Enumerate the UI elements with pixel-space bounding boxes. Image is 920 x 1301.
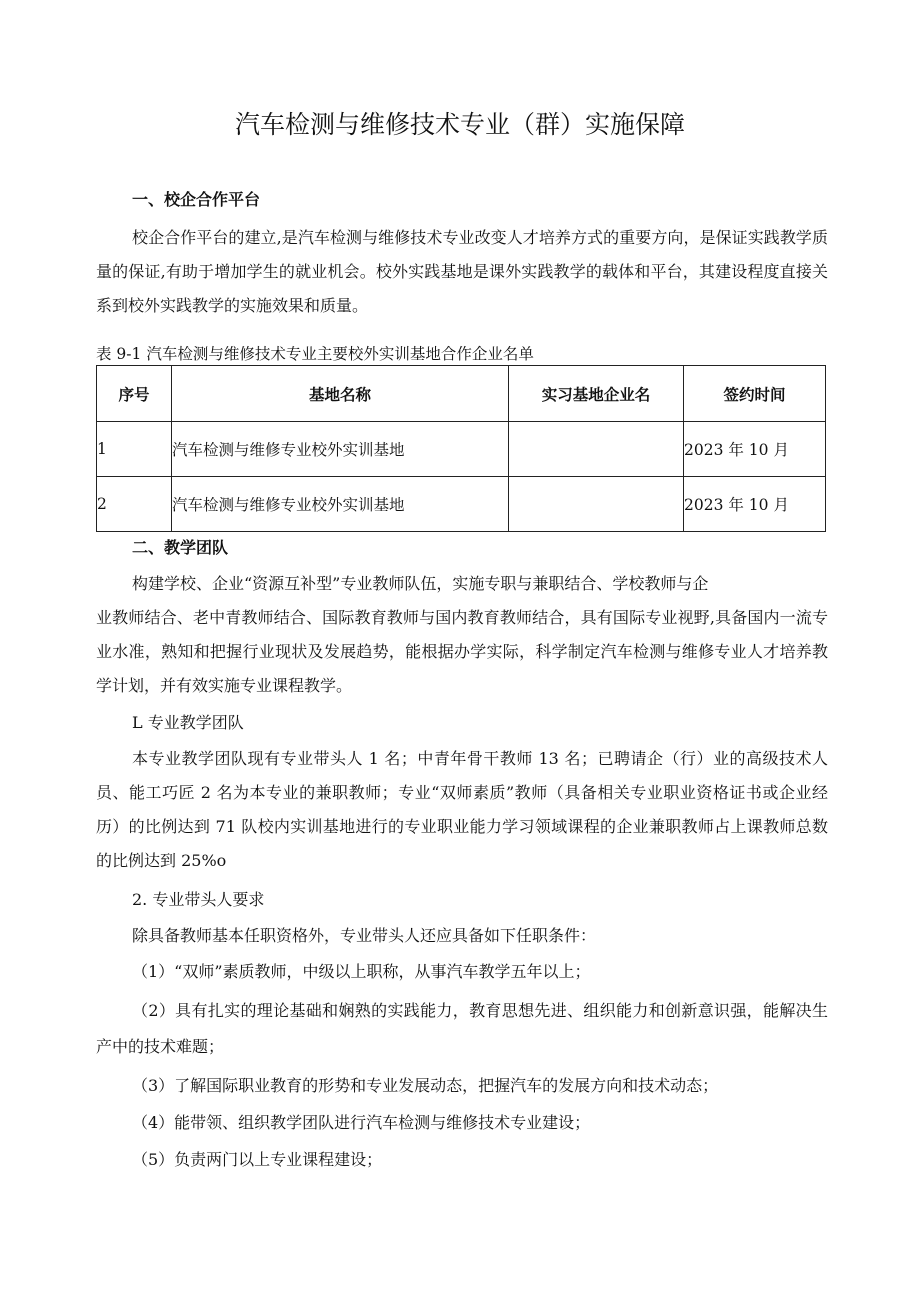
requirement-item: （5）负责两门以上专业课程建设；	[132, 1150, 383, 1169]
cell	[509, 477, 684, 532]
table-wrapper	[96, 365, 828, 532]
cell: 2	[97, 477, 172, 532]
document-title: 汽车检测与维修技术专业（群）实施保障	[234, 110, 685, 139]
cell	[509, 422, 684, 477]
table-row	[97, 477, 826, 532]
cell: 汽车检测与维修专业校外实训基地	[172, 422, 509, 477]
requirement-item: （2）具有扎实的理论基础和娴熟的实践能力，教育思想先进、组织能力和创新意识强，能解决生产中的技术难题；	[96, 1001, 828, 1056]
header-cell: 签约时间	[684, 366, 826, 422]
table-header-row	[97, 366, 826, 422]
cell: 2023 年 10 月	[684, 477, 826, 532]
section2-paragraph-rest: 业教师结合、老中青教师结合、国际教育教师与国内教育教师结合，具有国际专业视野,具备国内一流专业水准，熟知和把握行业现状及发展趋势，能根据办学实际，科学制定汽车检测与维修专业人才培养教学计划，并有效实施专业课程教学。	[96, 608, 828, 695]
cell: 1	[97, 422, 172, 477]
requirement-item: （1）“双师”素质教师，中级以上职称，从事汽车教学五年以上；	[132, 962, 591, 981]
cell: 汽车检测与维修专业校外实训基地	[172, 477, 509, 532]
table-row	[97, 422, 826, 477]
section1-paragraph: 校企合作平台的建立,是汽车检测与维修技术专业改变人才培养方式的重要方向，是保证实践教学质量的保证,有助于增加学生的就业机会。校外实践基地是课外实践教学的载体和平台，其建设程度直接关系到校外实践教学的实施效果和质量。	[96, 228, 828, 315]
section2-paragraph-line1: 构建学校、企业“资源互补型”专业教师队伍，实施专职与兼职结合、学校教师与企	[132, 574, 709, 593]
header-cell: 基地名称	[172, 366, 509, 422]
subheading-leader-requirements: 2. 专业带头人要求	[132, 890, 265, 909]
requirement-item: （3）了解国际职业教育的形势和专业发展动态，把握汽车的发展方向和技术动态；	[132, 1076, 719, 1095]
section-heading-2: 二、教学团队	[132, 538, 229, 557]
partner-table	[96, 365, 826, 532]
cell: 2023 年 10 月	[684, 422, 826, 477]
header-cell: 实习基地企业名	[509, 366, 684, 422]
header-cell: 序号	[97, 366, 172, 422]
requirement-item: （4）能带领、组织教学团队进行汽车检测与维修技术专业建设；	[132, 1113, 591, 1132]
subheading-teaching-team: L 专业教学团队	[132, 713, 244, 732]
requirements-intro: 除具备教师基本任职资格外，专业带头人还应具备如下任职条件：	[132, 926, 597, 945]
teaching-team-paragraph: 本专业教学团队现有专业带头人 1 名；中青年骨干教师 13 名；已聘请企（行）业的高级技术人员、能工巧匠 2 名为本专业的兼职教师；专业“双师素质”教师（具备相关专业职业资格证书或企业经历）的比例达到 71 队校内实训基地进行的专业职业能力学习领域课程的企业兼职教师占上课教师总数的比例达到 25%o	[96, 749, 828, 870]
table-caption: 表 9-1 汽车检测与维修技术专业主要校外实训基地合作企业名单	[96, 345, 534, 363]
section-heading-1: 一、校企合作平台	[132, 190, 261, 209]
